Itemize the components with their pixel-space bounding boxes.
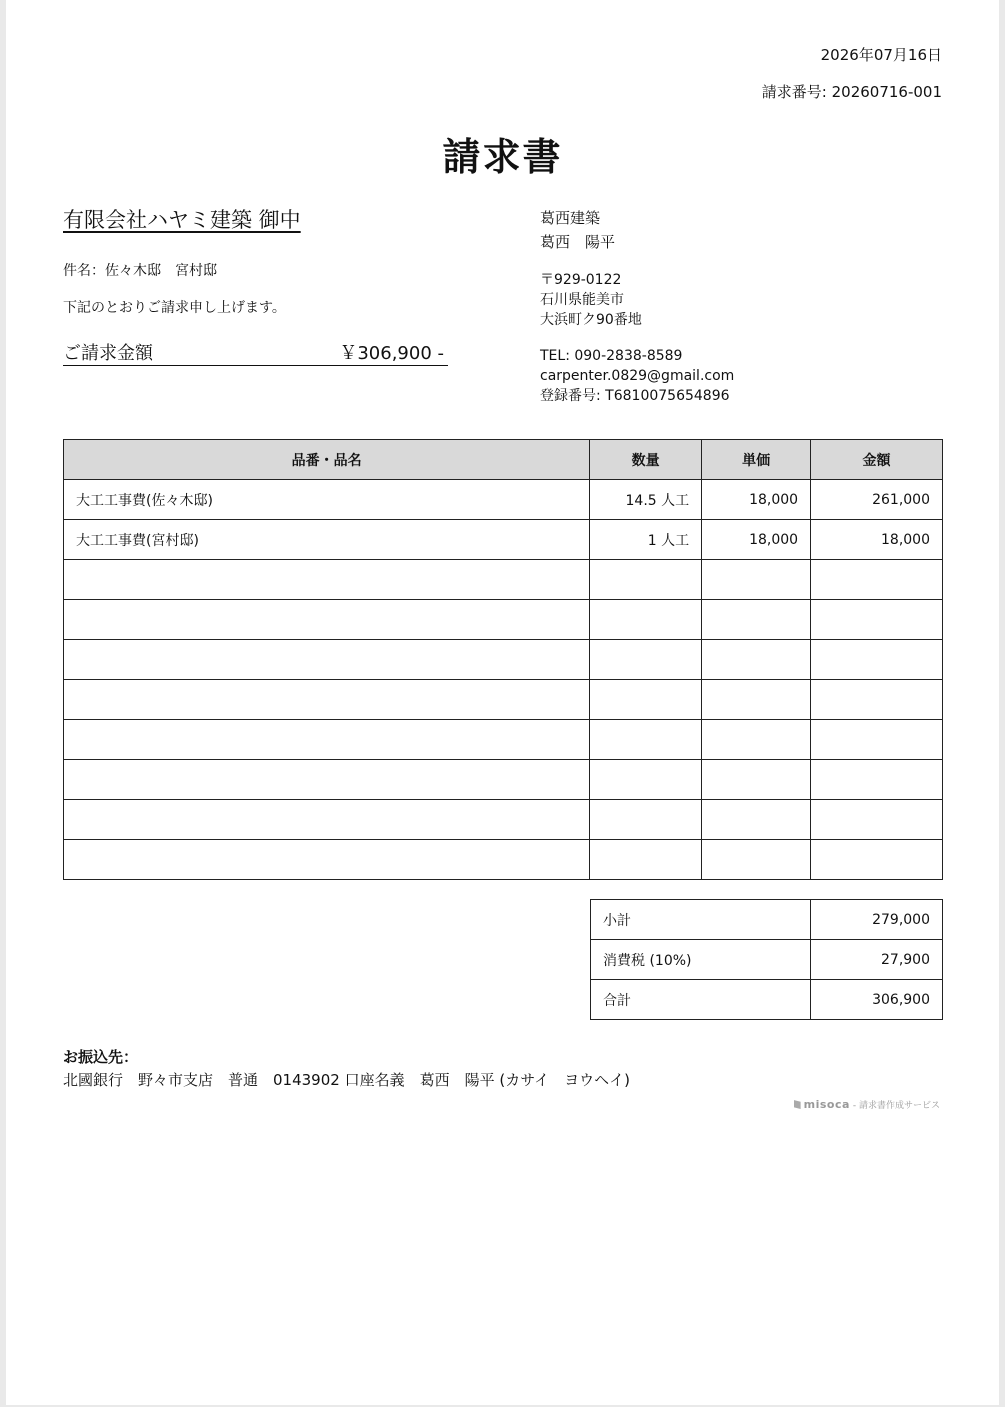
table-header-row: [64, 440, 943, 480]
item-name: [64, 800, 590, 840]
item-unit-price: [702, 680, 811, 720]
table-row: [64, 520, 943, 560]
tax-label: 消費税 (10%): [591, 940, 811, 980]
item-amount: [811, 600, 943, 640]
issuer-person: 葛西 陽平: [540, 233, 616, 251]
item-amount: [811, 680, 943, 720]
table-row: [64, 640, 943, 680]
issuer-company: 葛西建築: [540, 209, 601, 227]
table-row: [64, 560, 943, 600]
item-quantity: 1 人工: [590, 520, 702, 560]
item-quantity: [590, 560, 702, 600]
bank-transfer-label: お振込先：: [63, 1048, 139, 1066]
column-header-amount: 金額: [811, 440, 943, 480]
item-quantity: [590, 720, 702, 760]
item-unit-price: [702, 760, 811, 800]
item-quantity: [590, 600, 702, 640]
column-header-quantity: 数量: [590, 440, 702, 480]
item-unit-price: [702, 560, 811, 600]
invoice-date: 2026年07月16日: [820, 46, 942, 64]
item-quantity: [590, 800, 702, 840]
item-quantity: [590, 680, 702, 720]
table-row: [64, 760, 943, 800]
table-row: [64, 720, 943, 760]
invoice-subject: 件名：佐々木邸 宮村邸: [63, 263, 217, 279]
invoice-number: 請求番号: 20260716-001: [761, 83, 942, 101]
misoca-brand-tagline: - 請求書作成サービス: [852, 1101, 940, 1111]
item-quantity: [590, 760, 702, 800]
table-row: [64, 600, 943, 640]
item-quantity: [590, 640, 702, 680]
item-amount: 261,000: [811, 480, 943, 520]
item-name: [64, 600, 590, 640]
item-name: [64, 840, 590, 880]
item-unit-price: [702, 800, 811, 840]
item-name: 大工工事費(佐々木邸): [64, 480, 590, 520]
recipient-name: 有限会社ハヤミ建築 御中: [63, 208, 301, 232]
table-row: [64, 800, 943, 840]
item-amount: 18,000: [811, 520, 943, 560]
invoice-title: 請求書: [442, 135, 563, 179]
table-row: [64, 480, 943, 520]
item-amount: [811, 840, 943, 880]
misoca-logo-icon: [794, 1100, 801, 1109]
bank-transfer-info: 北國銀行 野々市支店 普通 0143902 口座名義 葛西 陽平 (カサイ ヨウヘイ): [63, 1071, 630, 1089]
tax-value: 27,900: [811, 940, 943, 980]
column-header-unit-price: 単価: [702, 440, 811, 480]
item-amount: [811, 720, 943, 760]
misoca-brand-name: misoca: [803, 1098, 850, 1111]
billing-amount-label: ご請求金額: [63, 343, 153, 364]
item-amount: [811, 760, 943, 800]
subtotal-label: 小計: [591, 900, 811, 940]
item-unit-price: 18,000: [702, 520, 811, 560]
issuer-address: [540, 270, 642, 330]
item-name: [64, 680, 590, 720]
invoice-page: [6, 0, 999, 1405]
item-unit-price: 18,000: [702, 480, 811, 520]
item-amount: [811, 640, 943, 680]
totals-table: [590, 899, 943, 1020]
issuer-email: carpenter.0829@gmail.com: [540, 368, 735, 384]
item-amount: [811, 800, 943, 840]
item-quantity: [590, 840, 702, 880]
item-name: [64, 760, 590, 800]
total-value: 306,900: [811, 980, 943, 1020]
item-name: [64, 640, 590, 680]
item-quantity: 14.5 人工: [590, 480, 702, 520]
issuer-postal: 〒929-0122: [540, 272, 622, 288]
item-unit-price: [702, 840, 811, 880]
invoice-intro: 下記のとおりご請求申し上げます。: [63, 300, 286, 316]
billing-amount-value: ￥306,900 -: [339, 343, 444, 364]
item-unit-price: [702, 720, 811, 760]
item-amount: [811, 560, 943, 600]
issuer-block: [540, 206, 615, 254]
issuer-contact: [540, 346, 734, 406]
misoca-branding: [794, 1098, 940, 1111]
item-unit-price: [702, 640, 811, 680]
item-name: [64, 720, 590, 760]
billing-amount-box: [63, 337, 448, 366]
total-label: 合計: [591, 980, 811, 1020]
item-name: [64, 560, 590, 600]
issuer-address-line1: 石川県能美市: [540, 292, 624, 308]
tax-row: [591, 940, 943, 980]
column-header-item: 品番・品名: [64, 440, 590, 480]
subtotal-value: 279,000: [811, 900, 943, 940]
subtotal-row: [591, 900, 943, 940]
line-items-table: [63, 439, 943, 880]
table-row: [64, 680, 943, 720]
item-unit-price: [702, 600, 811, 640]
issuer-tel: TEL: 090-2838-8589: [540, 348, 683, 364]
issuer-address-line2: 大浜町ク90番地: [540, 312, 642, 328]
issuer-registration: 登録番号: T6810075654896: [540, 388, 730, 404]
item-name: 大工工事費(宮村邸): [64, 520, 590, 560]
total-row: [591, 980, 943, 1020]
table-row: [64, 840, 943, 880]
